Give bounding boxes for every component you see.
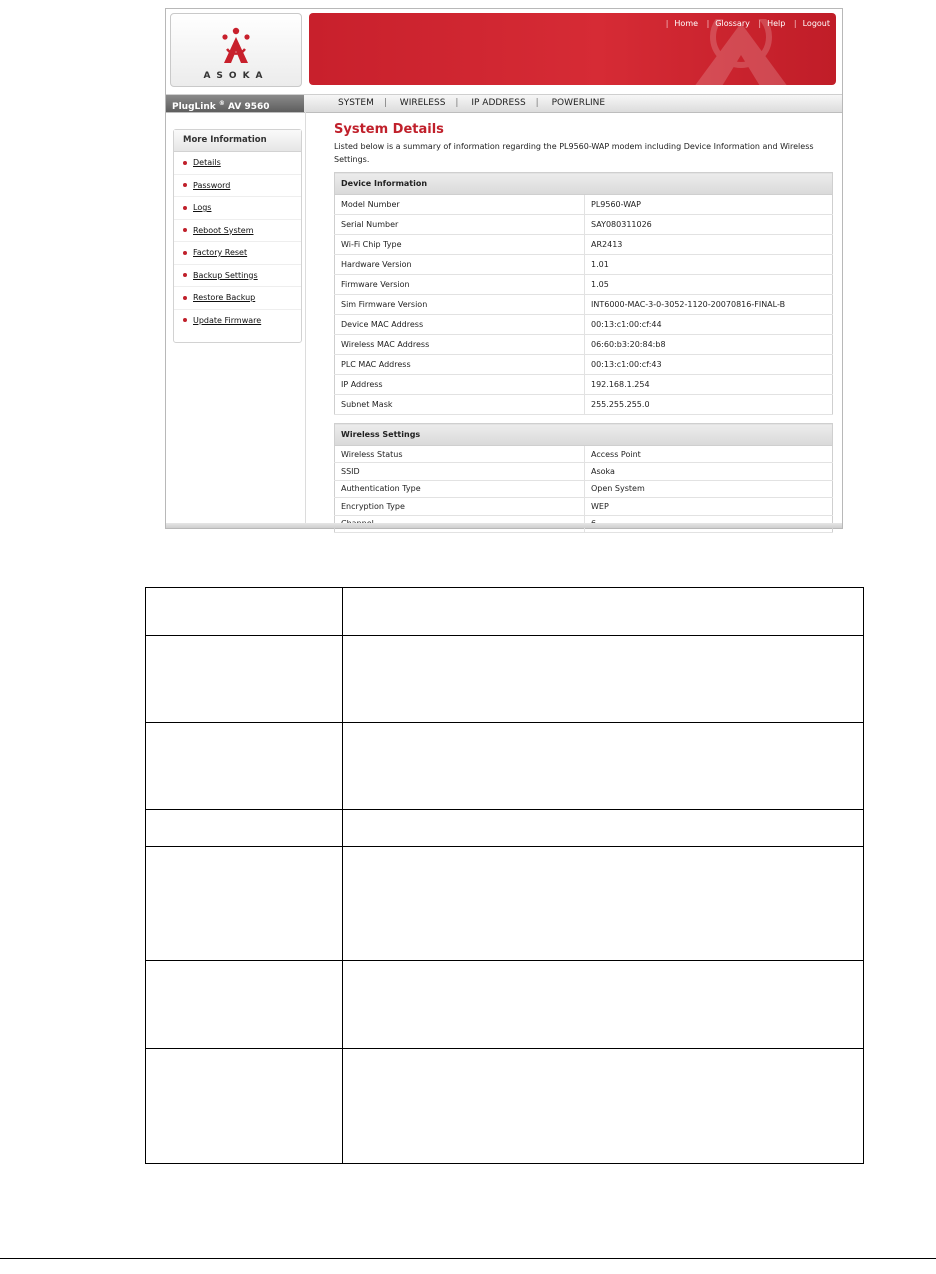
page-title: System Details xyxy=(334,122,444,137)
row-label: Wireless Status xyxy=(335,446,585,463)
row-label: PLC MAC Address xyxy=(335,355,585,375)
table-row xyxy=(335,335,833,355)
table-row xyxy=(335,295,833,315)
row-label: Serial Number xyxy=(335,215,585,235)
table-cell xyxy=(146,636,343,723)
table-cell xyxy=(343,810,864,847)
device-info-table xyxy=(334,172,833,415)
sidebar-title: More Information xyxy=(174,130,301,152)
sidebar-item-factory-reset[interactable] xyxy=(174,242,301,265)
banner-watermark-icon xyxy=(681,19,801,85)
row-value: WEP xyxy=(585,498,833,515)
bullet-icon xyxy=(183,318,187,322)
sidebar-item-label: Update Firmware xyxy=(193,315,262,325)
sidebar-item-restore-backup[interactable] xyxy=(174,287,301,310)
sidebar-item-label: Restore Backup xyxy=(193,293,256,302)
table-row xyxy=(335,255,833,275)
row-label: Subnet Mask xyxy=(335,395,585,415)
row-value: PL9560-WAP xyxy=(585,195,833,215)
table-row xyxy=(335,355,833,375)
table-cell xyxy=(343,1049,864,1164)
row-value: INT6000-MAC-3-0-3052-1120-20070816-FINAL-B xyxy=(585,295,833,315)
row-label: Sim Firmware Version xyxy=(335,295,585,315)
row-value: 1.05 xyxy=(585,275,833,295)
product-name xyxy=(166,95,304,112)
top-links: | Home | Glossary | Help | Logout xyxy=(665,19,830,28)
bullet-icon xyxy=(183,251,187,255)
nav-ip-address[interactable]: IP ADDRESS xyxy=(471,98,526,108)
row-value: 1.01 xyxy=(585,255,833,275)
bullet-icon xyxy=(183,206,187,210)
sidebar-item-logs[interactable] xyxy=(174,197,301,220)
page-footer-rule xyxy=(0,1258,936,1259)
row-label: Wireless MAC Address xyxy=(335,335,585,355)
row-value: Open System xyxy=(585,480,833,497)
bullet-icon xyxy=(183,296,187,300)
router-ui-screenshot xyxy=(165,8,843,529)
table-cell xyxy=(146,588,343,636)
nav-wireless[interactable]: WIRELESS xyxy=(399,98,446,108)
table-row xyxy=(335,275,833,295)
table-cell xyxy=(343,847,864,961)
asoka-logo-icon xyxy=(221,27,251,65)
row-value: 192.168.1.254 xyxy=(585,375,833,395)
table-row xyxy=(146,723,864,810)
sidebar-item-label: Password xyxy=(193,180,231,190)
logo-text: ASOKA xyxy=(203,71,269,81)
table-row xyxy=(335,195,833,215)
glossary-link[interactable]: Glossary xyxy=(715,19,750,28)
row-value: 06:60:b3:20:84:b8 xyxy=(585,335,833,355)
table-row xyxy=(146,847,864,961)
sidebar-item-label: Factory Reset xyxy=(193,248,248,257)
wireless-settings-header: Wireless Settings xyxy=(335,424,833,446)
table-row xyxy=(146,810,864,847)
footer-bar xyxy=(166,523,842,528)
table-row xyxy=(335,498,833,515)
nav-system[interactable]: SYSTEM xyxy=(338,98,374,108)
table-cell xyxy=(343,961,864,1049)
row-value: AR2413 xyxy=(585,235,833,255)
product-brand: PlugLink xyxy=(172,102,216,112)
table-row xyxy=(335,480,833,497)
bullet-icon xyxy=(183,273,187,277)
asoka-logo[interactable] xyxy=(170,13,302,87)
table-cell xyxy=(146,961,343,1049)
bullet-icon xyxy=(183,228,187,232)
row-value: Access Point xyxy=(585,446,833,463)
row-label: IP Address xyxy=(335,375,585,395)
intro-text: Listed below is a summary of information regarding the PL9560-WAP modem including Device Information and Wireless Settings. xyxy=(334,142,814,164)
table-row xyxy=(146,636,864,723)
device-info-header: Device Information xyxy=(335,173,833,195)
table-cell xyxy=(343,723,864,810)
header-banner xyxy=(309,13,836,85)
table-row xyxy=(146,1049,864,1164)
row-label: SSID xyxy=(335,463,585,480)
nav-powerline[interactable]: POWERLINE xyxy=(551,98,606,108)
sidebar-item-label: Reboot System xyxy=(193,225,254,235)
table-cell xyxy=(343,636,864,723)
row-value: 00:13:c1:00:cf:43 xyxy=(585,355,833,375)
table-row xyxy=(335,215,833,235)
table-row xyxy=(335,375,833,395)
row-value: 255.255.255.0 xyxy=(585,395,833,415)
row-label: Hardware Version xyxy=(335,255,585,275)
logout-link[interactable]: Logout xyxy=(802,19,830,28)
row-value: Asoka xyxy=(585,463,833,480)
row-label: Device MAC Address xyxy=(335,315,585,335)
home-link[interactable]: Home xyxy=(674,19,699,28)
table-row xyxy=(335,463,833,480)
table-cell xyxy=(146,723,343,810)
product-reg-mark: ® xyxy=(218,100,225,107)
table-cell xyxy=(343,588,864,636)
table-cell xyxy=(146,1049,343,1164)
row-label: Model Number xyxy=(335,195,585,215)
sidebar-item-label: Details xyxy=(193,158,221,167)
sidebar-panel xyxy=(173,129,302,343)
bullet-icon xyxy=(183,161,187,165)
table-row xyxy=(335,315,833,335)
table-row xyxy=(335,395,833,415)
main-content xyxy=(334,122,833,533)
row-value: SAY080311026 xyxy=(585,215,833,235)
sidebar-item-backup-settings[interactable] xyxy=(174,265,301,288)
sidebar-column xyxy=(166,112,306,528)
sidebar-item-password[interactable] xyxy=(174,175,301,198)
row-label: Authentication Type xyxy=(335,480,585,497)
help-link[interactable]: Help xyxy=(767,19,786,28)
sidebar-item-reboot-system[interactable] xyxy=(174,220,301,243)
table-cell xyxy=(146,810,343,847)
row-label: Encryption Type xyxy=(335,498,585,515)
product-model: AV 9560 xyxy=(228,102,270,112)
row-value: 00:13:c1:00:cf:44 xyxy=(585,315,833,335)
sidebar-item-details[interactable] xyxy=(174,152,301,175)
table-row xyxy=(335,446,833,463)
table-cell xyxy=(146,847,343,961)
table-row xyxy=(146,588,864,636)
document-empty-table xyxy=(145,587,864,1164)
row-label: Firmware Version xyxy=(335,275,585,295)
row-label: Wi-Fi Chip Type xyxy=(335,235,585,255)
table-row xyxy=(335,235,833,255)
bullet-icon xyxy=(183,183,187,187)
sidebar-item-label: Backup Settings xyxy=(193,270,258,280)
sidebar-item-update-firmware[interactable] xyxy=(174,310,301,332)
table-row xyxy=(146,961,864,1049)
sidebar-item-label: Logs xyxy=(193,203,212,212)
main-nav: PlugLink ® AV 9560 SYSTEM | WIRELESS | IP ADDRESS | POWERLINE xyxy=(166,94,842,113)
wireless-settings-table xyxy=(334,423,833,533)
